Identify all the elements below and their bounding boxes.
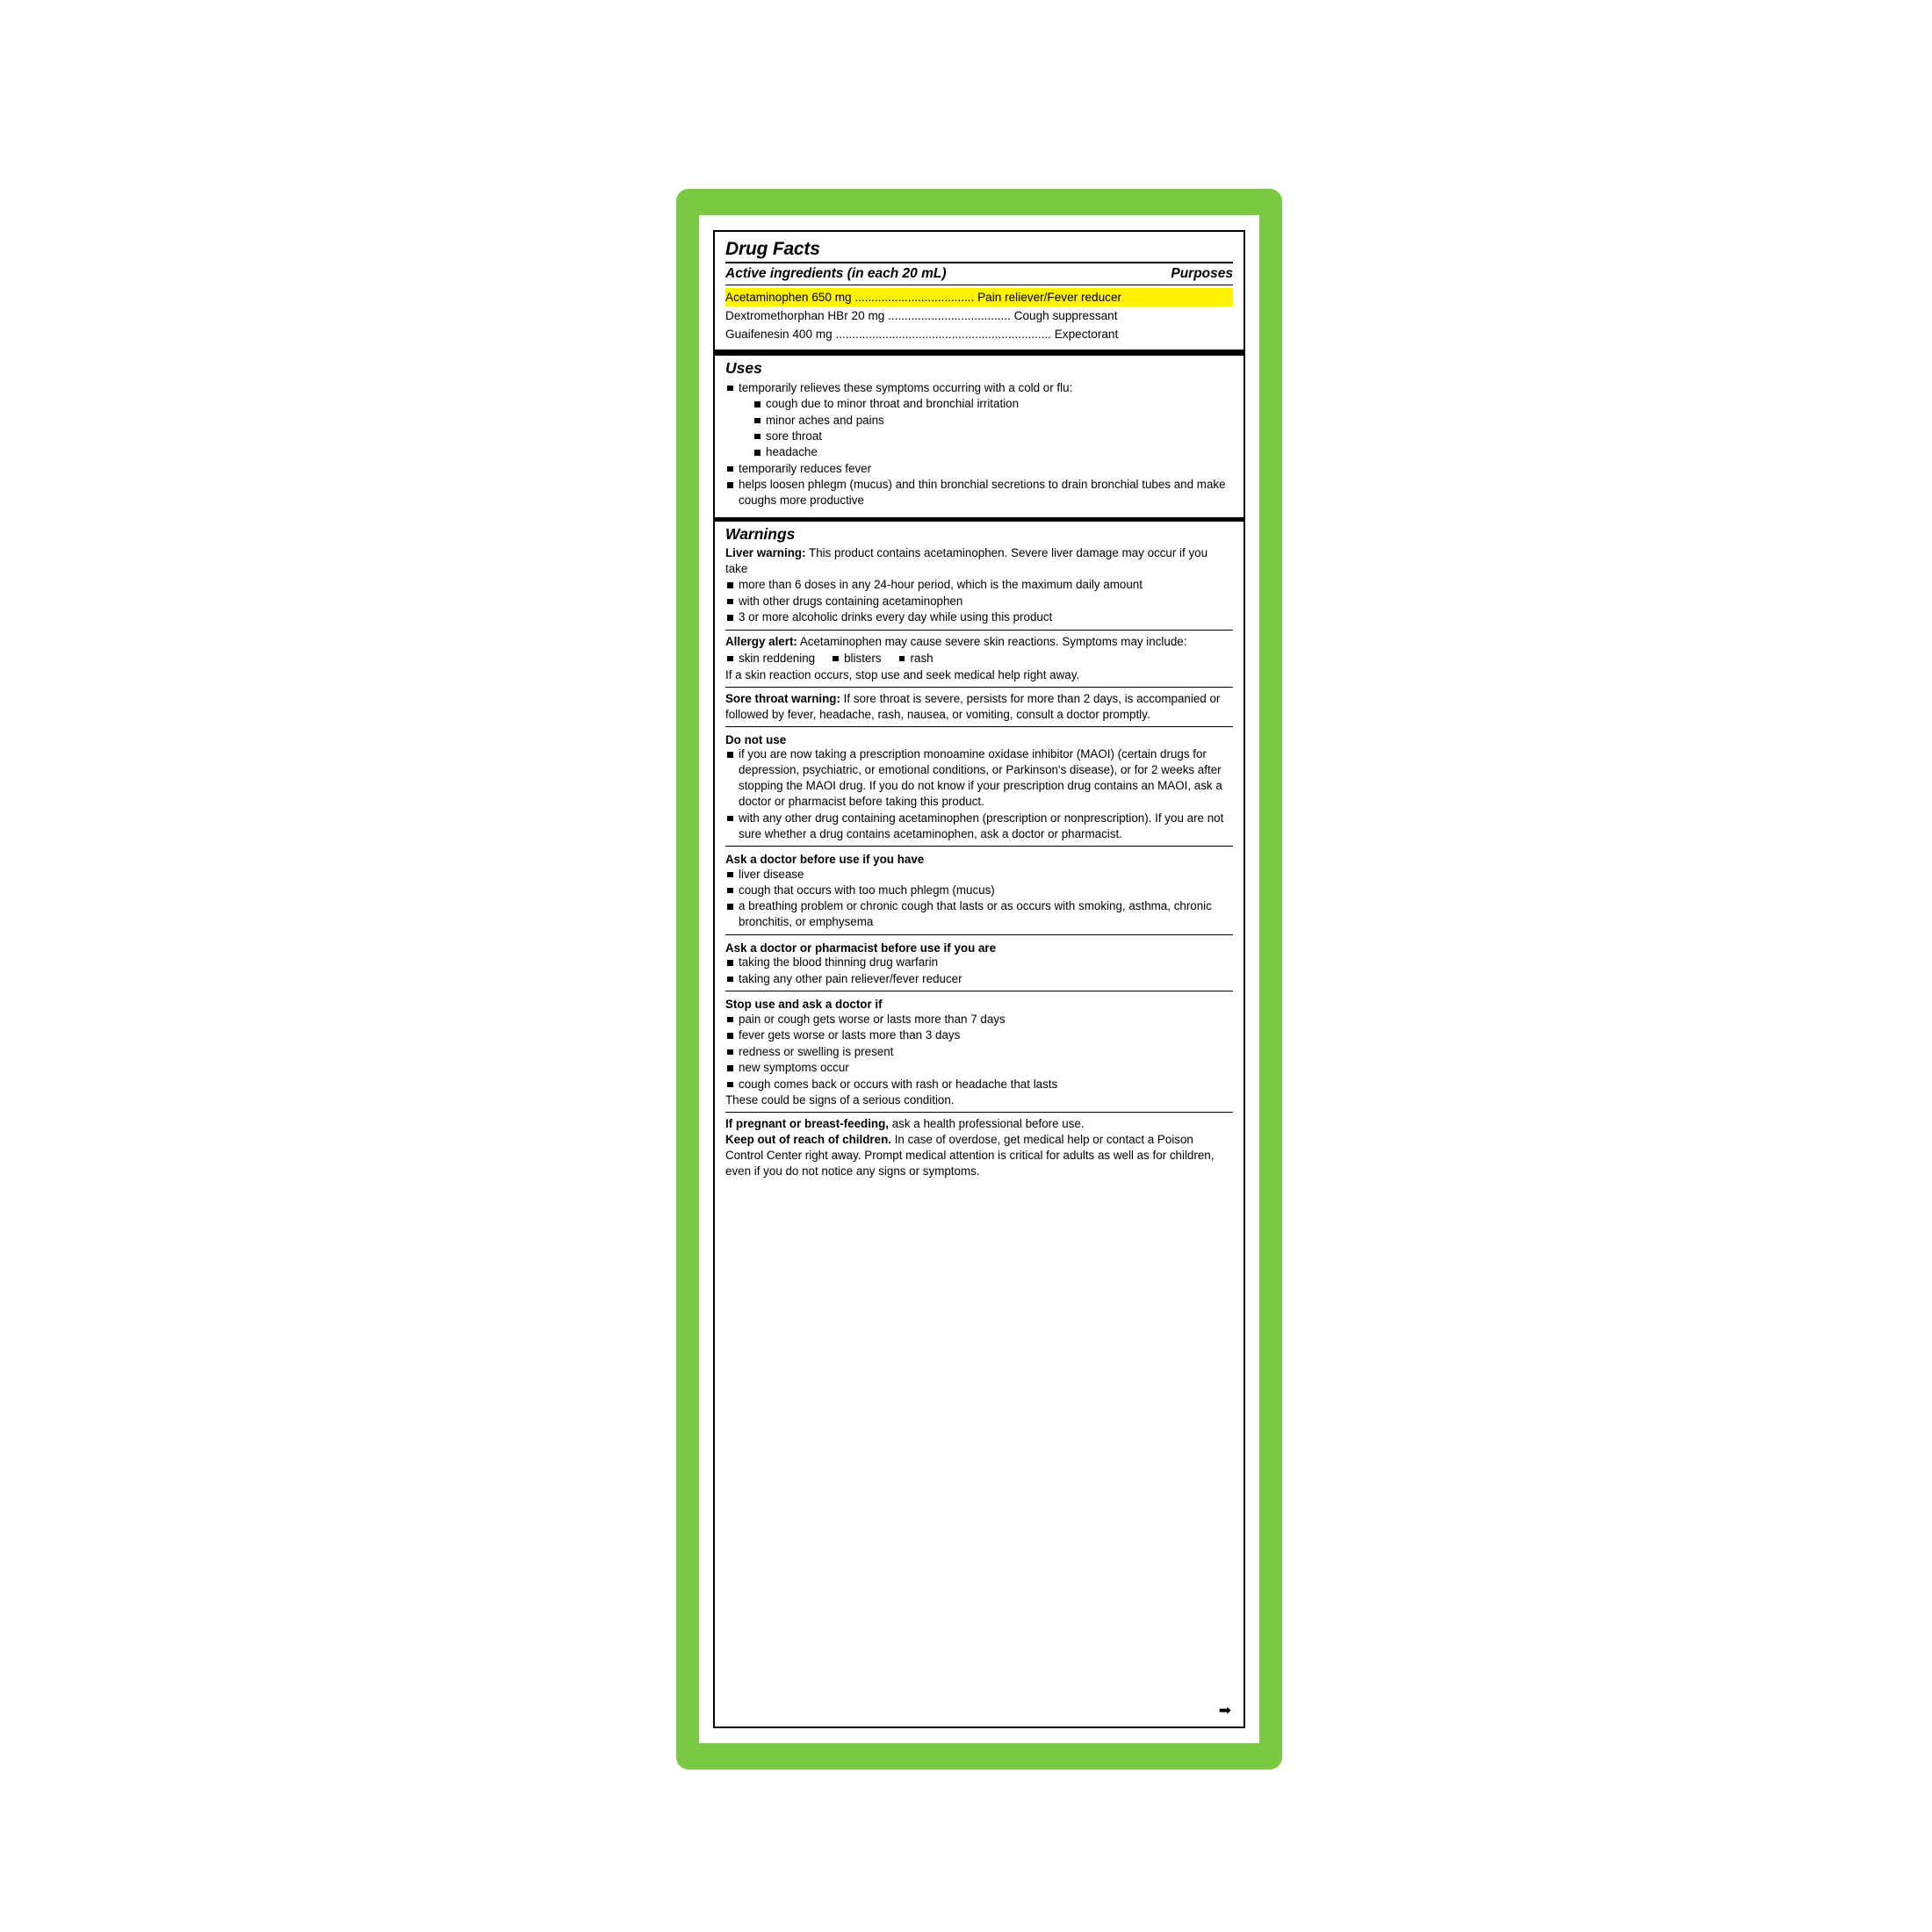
list-item: skin reddening <box>725 651 815 667</box>
warnings-heading: Warnings <box>725 524 796 543</box>
list-item: cough that occurs with too much phlegm (mucus) <box>725 883 1233 898</box>
list-item: temporarily reduces fever <box>725 461 1233 477</box>
keep-out-of-reach-warning <box>725 1132 1233 1179</box>
active-ingredients-header <box>725 263 1233 285</box>
do-not-use-list <box>725 746 1233 841</box>
section-divider <box>715 350 1244 356</box>
uses-section <box>725 356 1233 513</box>
do-not-use-section <box>725 727 1233 846</box>
liver-warning <box>725 545 1233 577</box>
ingredient-list <box>725 285 1233 344</box>
allergy-symptom-list <box>725 650 1233 667</box>
ingredient-row: Dextromethorphan HBr 20 mg ..................................... Cough suppressant <box>725 308 1118 322</box>
liver-warning-text: This product contains acetaminophen. Severe liver damage may occur if you take <box>725 545 1208 575</box>
list-item: blisters <box>831 651 881 667</box>
uses-sublist <box>753 396 1233 460</box>
list-item: more than 6 doses in any 24-hour period, which is the maximum daily amount <box>725 577 1233 593</box>
pregnancy-warning <box>725 1116 1233 1132</box>
sore-throat-text: If sore throat is severe, persists for more than 2 days, is accompanied or followed by fever, headache, rash, nausea, or vomiting, consult a doctor promptly. <box>725 691 1221 721</box>
pregnancy-text: ask a health professional before use. <box>889 1116 1085 1130</box>
list-item: with any other drug containing acetaminophen (prescription or nonprescription). If you are not sure whether a drug contains acetaminophen, ask a doctor or pharmacist. <box>725 811 1233 842</box>
continue-arrow-icon: ➡ <box>1218 1702 1231 1719</box>
drug-facts-inner <box>715 232 1244 1188</box>
stop-use-label: Stop use and ask a doctor if <box>725 998 883 1012</box>
warnings-section <box>725 522 1233 1183</box>
sore-throat-label: Sore throat warning: <box>725 691 840 705</box>
list-item: helps loosen phlegm (mucus) and thin bronchial secretions to drain bronchial tubes and make coughs more productive <box>725 477 1233 508</box>
allergy-alert <box>725 631 1233 687</box>
ingredient-row: Guaifenesin 400 mg ................................................................. Expectorant <box>725 328 1119 342</box>
list-item: 3 or more alcoholic drinks every day while using this product <box>725 609 1233 625</box>
uses-item-text: temporarily relieves these symptoms occurring with a cold or flu: <box>739 380 1073 394</box>
list-item: taking the blood thinning drug warfarin <box>725 955 1233 970</box>
active-ingredients-label: Active ingredients (in each 20 mL) <box>725 266 947 282</box>
list-item: new symptoms occur <box>725 1060 1233 1076</box>
list-item: with other drugs containing acetaminophen <box>725 594 1233 609</box>
list-item: redness or swelling is present <box>725 1044 1233 1060</box>
ask-doctor-section <box>725 847 1233 934</box>
uses-heading: Uses <box>725 359 762 378</box>
list-item: if you are now taking a prescription monoamine oxidase inhibitor (MAOI) (certain drugs for depression, psychiatric, or emotional conditions, or Parkinson's disease), or for 2 weeks after stopping the MAOI drug. If you do not know if your prescription drug contains an MAOI, ask a doctor or pharmacist before taking this product. <box>725 746 1233 810</box>
list-item: rash <box>898 651 934 667</box>
ask-pharmacist-label: Ask a doctor or pharmacist before use if you are <box>725 941 997 955</box>
list-item: fever gets worse or lasts more than 3 days <box>725 1027 1233 1043</box>
ingredient-row: Acetaminophen 650 mg .................................... Pain reliever/Fever reducer <box>725 288 1233 306</box>
allergy-alert-label: Allergy alert: <box>725 635 797 649</box>
drug-facts-title: Drug Facts <box>725 239 820 259</box>
list-item: headache <box>753 444 1233 460</box>
list-item: taking any other pain reliever/fever reducer <box>725 971 1233 987</box>
purposes-label: Purposes <box>1171 266 1233 282</box>
ask-doctor-list <box>725 867 1233 931</box>
keep-out-label: Keep out of reach of children. <box>725 1132 891 1146</box>
pregnancy-label: If pregnant or breast-feeding, <box>725 1116 889 1130</box>
sore-throat-warning <box>725 688 1233 726</box>
uses-list <box>725 380 1233 509</box>
list-item: minor aches and pains <box>753 413 1233 429</box>
stop-use-list <box>725 1012 1233 1092</box>
ask-doctor-label: Ask a doctor before use if you have <box>725 853 925 866</box>
list-item: pain or cough gets worse or lasts more than 7 days <box>725 1012 1233 1027</box>
list-item: liver disease <box>725 867 1233 883</box>
stop-use-footer: These could be signs of a serious condition. <box>725 1092 955 1107</box>
list-item <box>725 380 1233 461</box>
list-item: sore throat <box>753 429 1233 444</box>
ask-pharmacist-section <box>725 935 1233 991</box>
liver-warning-label: Liver warning: <box>725 545 806 559</box>
allergy-alert-text: Acetaminophen may cause severe skin reactions. Symptoms may include: <box>797 635 1187 649</box>
do-not-use-label: Do not use <box>725 732 787 746</box>
list-item: a breathing problem or chronic cough that lasts or as occurs with smoking, asthma, chronic bronchitis, or emphysema <box>725 898 1233 930</box>
pregnancy-and-children-section <box>725 1113 1233 1183</box>
allergy-alert-footer: If a skin reaction occurs, stop use and seek medical help right away. <box>725 667 1080 681</box>
liver-warning-list <box>725 577 1233 625</box>
ask-pharmacist-list <box>725 955 1233 986</box>
drug-facts-box <box>713 230 1245 1728</box>
keep-out-text: In case of overdose, get medical help or contact a Poison Control Center right away. Prompt medical attention is critical for adults as well as for children, even if you do not notice any signs or symptoms. <box>725 1132 1215 1178</box>
list-item: cough comes back or occurs with rash or headache that lasts <box>725 1077 1233 1092</box>
stop-use-section <box>725 991 1233 1112</box>
list-item: cough due to minor throat and bronchial irritation <box>753 396 1233 412</box>
